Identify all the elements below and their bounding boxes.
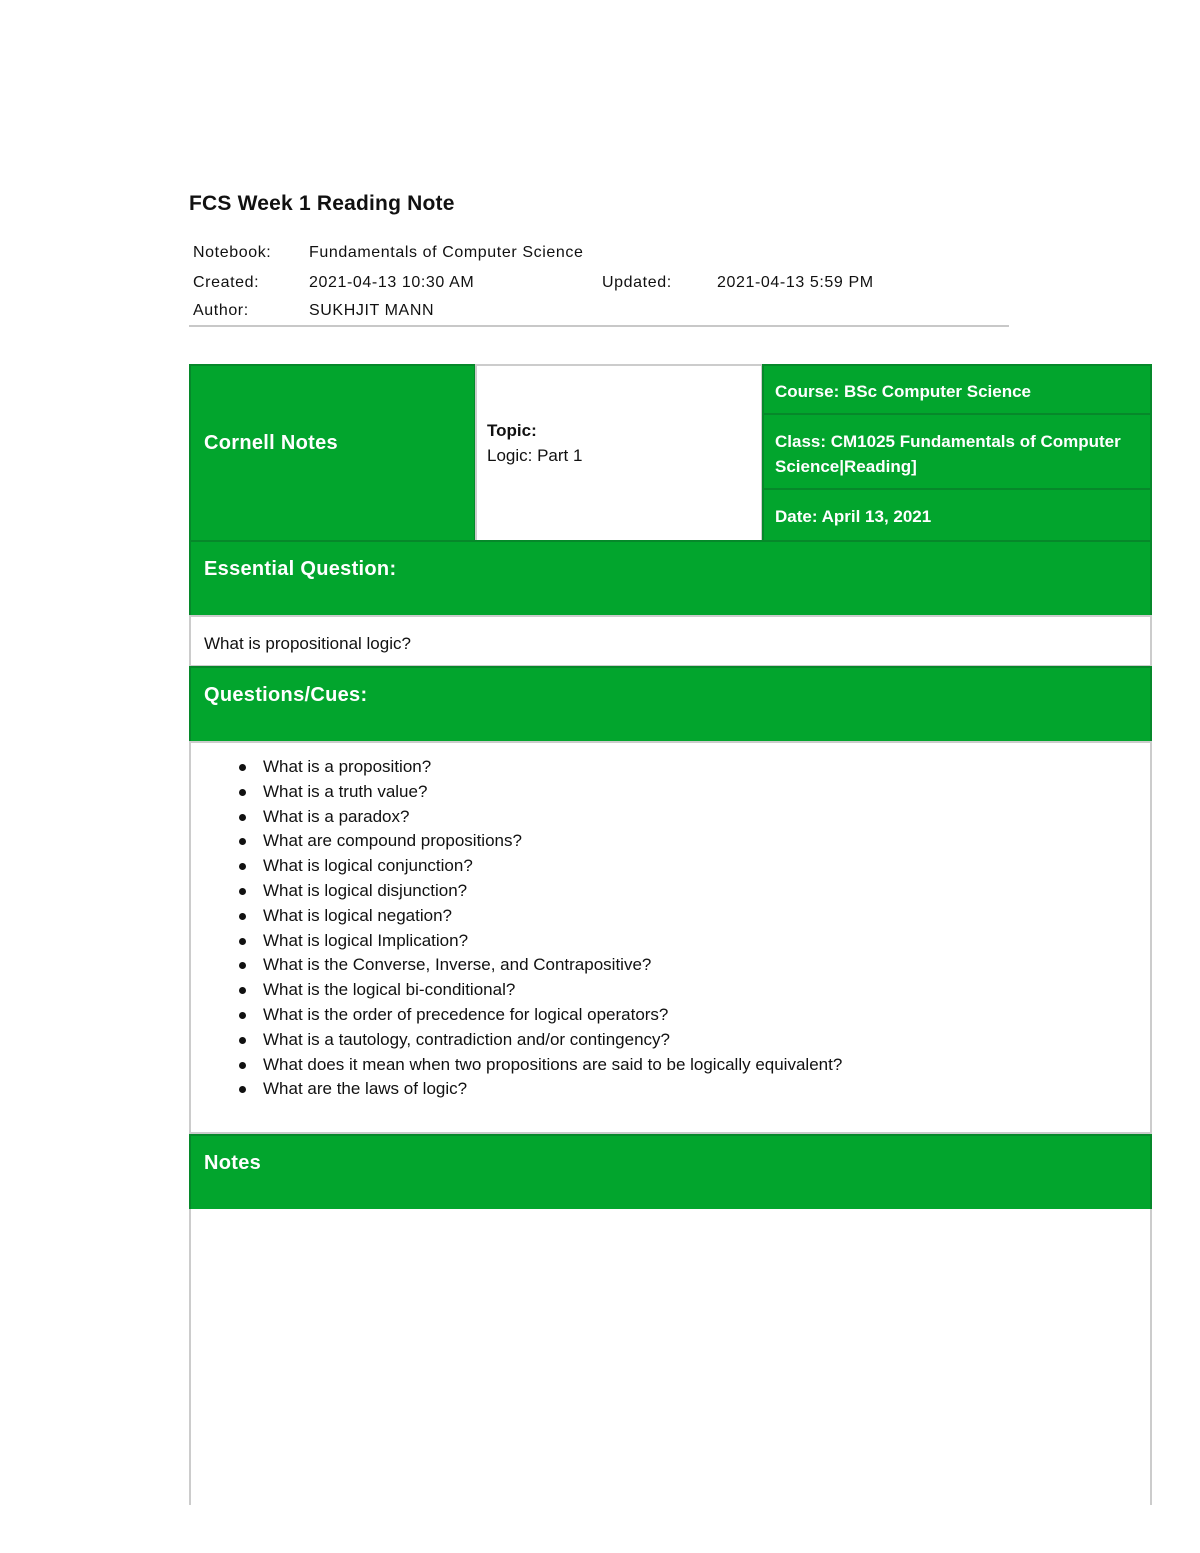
list-item [239,805,842,830]
question-text: What is logical conjunction? [263,856,473,876]
topic-value: Logic: Part 1 [487,446,583,465]
course-cell [762,364,1152,415]
bullet-icon [239,764,246,771]
bullet-icon [239,1086,246,1093]
list-item [239,1003,842,1028]
question-text: What is the Converse, Inverse, and Contrapositive? [263,955,652,975]
cornell-header-cell [189,364,476,542]
bullet-icon [239,987,246,994]
class-cell [762,413,1152,490]
created-label: Created: [193,274,260,291]
bullet-icon [239,838,246,845]
bullet-icon [239,1012,246,1019]
topic-label: Topic: [487,421,537,440]
date-cell [762,488,1152,542]
list-item [239,978,842,1003]
list-item [239,829,842,854]
notebook-value: Fundamentals of Computer Science [309,244,584,261]
class-info: Class: CM1025 Fundamentals of Computer Science|Reading] [775,432,1121,476]
meta-divider [189,325,1009,327]
essential-question-cell [189,615,1152,667]
question-text: What is a truth value? [263,781,428,801]
question-text: What is logical Implication? [263,930,469,950]
bullet-icon [239,913,246,920]
created-value: 2021-04-13 10:30 AM [309,274,475,291]
bullet-icon [239,938,246,945]
question-text: What is a proposition? [263,757,432,776]
question-text: What is the logical bi-conditional? [263,980,516,1000]
bullet-icon [239,789,246,796]
cornell-header: Cornell Notes [204,432,338,454]
notes-header-cell [189,1134,1152,1211]
list-item [239,1028,842,1053]
question-text: What is a paradox? [263,806,410,826]
bullet-icon [239,962,246,969]
list-item [239,854,842,879]
list-item [239,879,842,904]
question-text: What is a tautology, contradiction and/or contingency? [263,1029,670,1049]
question-text: What is logical disjunction? [263,880,468,900]
author-label: Author: [193,302,249,319]
essential-question-header-cell [189,540,1152,617]
list-item [239,929,842,954]
essential-question-header: Essential Question: [204,558,397,580]
bullet-icon [239,814,246,821]
question-text: What are compound propositions? [263,831,522,851]
updated-label: Updated: [602,274,672,291]
question-text: What are the laws of logic? [263,1079,468,1099]
essential-question: What is propositional logic? [204,634,411,653]
bullet-icon [239,888,246,895]
question-text: What is logical negation? [263,905,453,925]
list-item [239,953,842,978]
questions-header-cell [189,666,1152,743]
question-text: What does it mean when two propositions are said to be logically equivalent? [263,1054,843,1074]
date-info: Date: April 13, 2021 [775,507,932,526]
notes-header: Notes [204,1152,262,1174]
questions-header: Questions/Cues: [204,684,368,706]
updated-value: 2021-04-13 5:59 PM [717,274,874,291]
question-text: What is the order of precedence for logical operators? [263,1004,669,1024]
list-item [239,1053,842,1078]
list-item [239,904,842,929]
cornell-notes-table [189,364,1152,1505]
topic-cell [475,364,763,542]
course-info: Course: BSc Computer Science [775,382,1032,401]
notebook-label: Notebook: [193,244,272,261]
bullet-icon [239,1062,246,1069]
notes-body[interactable] [189,1209,1152,1505]
bullet-icon [239,1037,246,1044]
bullet-icon [239,863,246,870]
author-value: SUKHJIT MANN [309,302,435,319]
list-item [239,1077,842,1102]
questions-cell [189,741,1152,1134]
list-item [239,780,842,805]
note-title: FCS Week 1 Reading Note [189,192,455,215]
list-item [239,755,842,780]
questions-list [239,755,842,1102]
